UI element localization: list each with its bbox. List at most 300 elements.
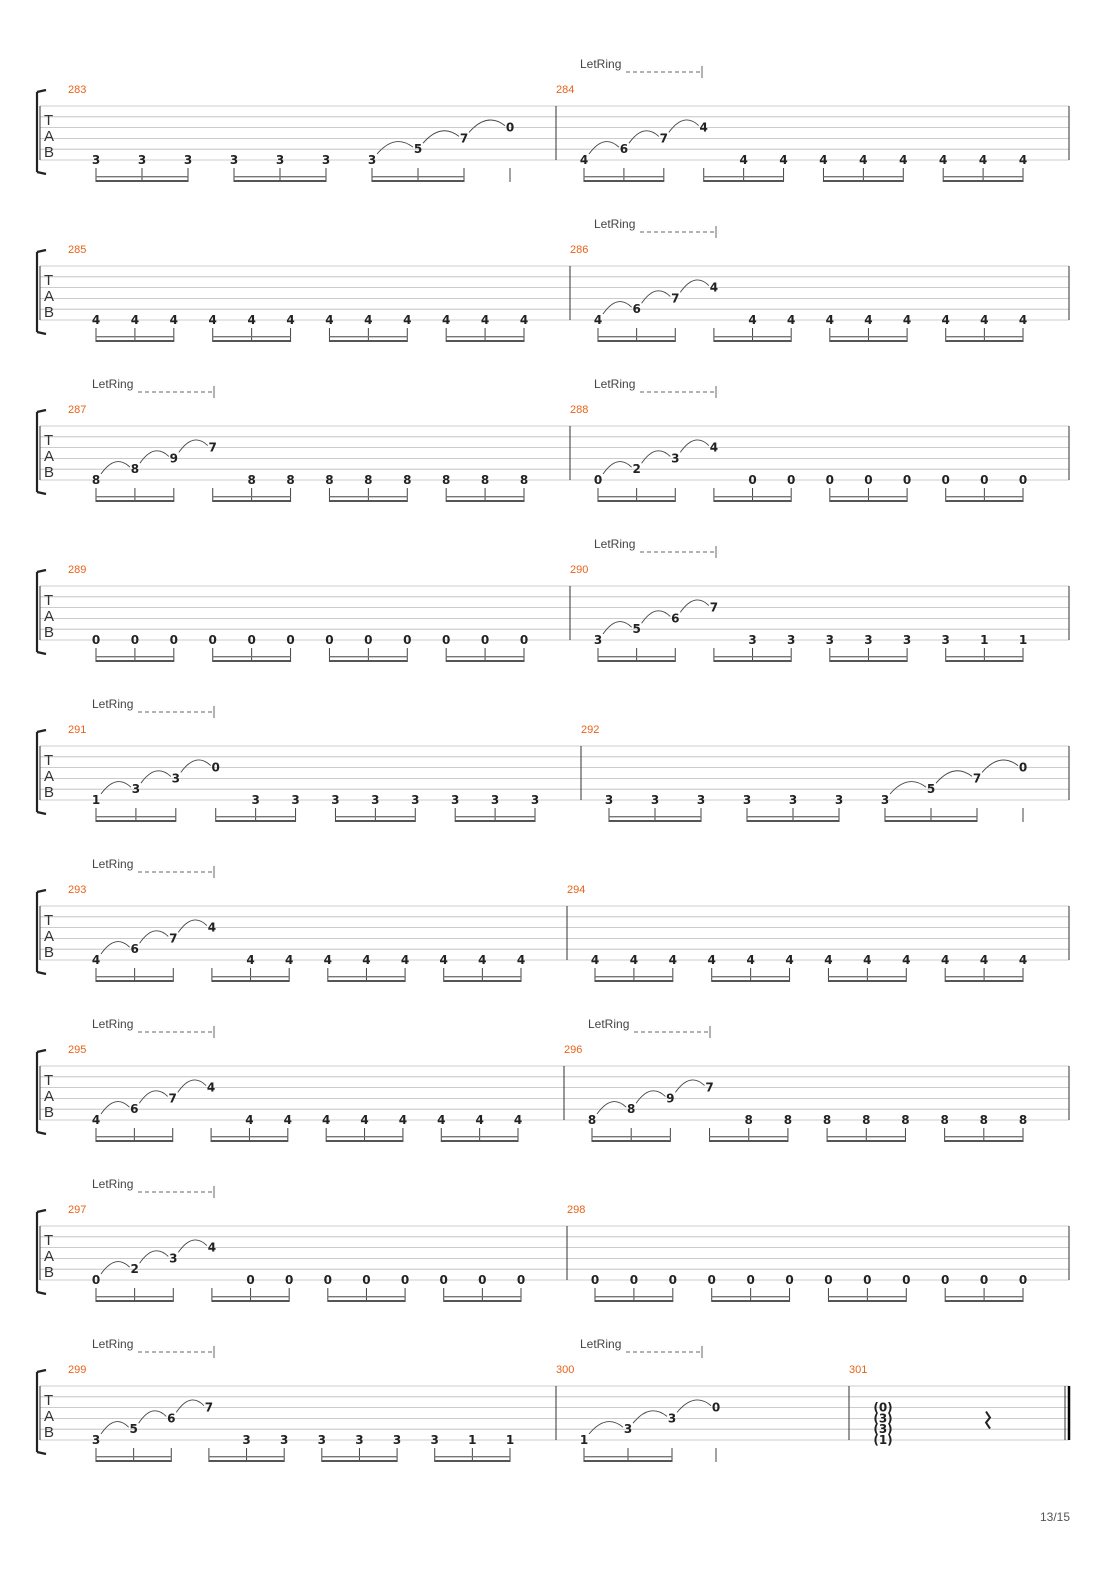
fret-number: 4 [91, 1113, 101, 1127]
fret-number: 0 [519, 633, 529, 647]
fret-number: 0 [323, 1273, 332, 1287]
fret-number: 4 [206, 1080, 216, 1095]
slur-arc [469, 120, 505, 132]
tab-clef-letter: T [44, 1232, 54, 1249]
fret-number: 8 [130, 462, 140, 477]
measure [849, 1364, 990, 1447]
fret-number: 4 [207, 920, 217, 935]
measure-number: 294 [567, 884, 586, 896]
beam [328, 1296, 405, 1297]
fret-number: 4 [360, 1113, 369, 1127]
fret-number: 9 [666, 1091, 675, 1106]
measure [68, 857, 525, 982]
beam [96, 980, 173, 982]
fret-number: 6 [167, 1411, 176, 1426]
fret-number: 0 [590, 1273, 600, 1287]
fret-number: 0 [130, 633, 140, 647]
fret-number: 0 [516, 1273, 526, 1287]
measure-number: 283 [68, 84, 87, 96]
measure-number: 292 [581, 724, 600, 736]
tab-clef-letter: A [44, 928, 55, 945]
slur-arc [178, 920, 207, 932]
fret-number: 5 [632, 622, 641, 637]
beam [946, 340, 1023, 342]
beam [444, 1300, 521, 1302]
fret-number: 1 [91, 793, 101, 807]
beam [335, 820, 415, 822]
fret-number: 4 [362, 953, 371, 967]
fret-number: 8 [480, 473, 490, 487]
fret-number: 4 [478, 953, 487, 967]
fret-number: 8 [403, 473, 412, 487]
measure-number: 289 [68, 564, 87, 576]
beam [328, 980, 405, 982]
fret-number: 4 [442, 313, 451, 327]
slur-arc [101, 1422, 129, 1434]
beam [96, 1456, 171, 1457]
fret-number: 8 [519, 473, 529, 487]
tab-clef-letter: A [44, 1088, 55, 1105]
tab-clef-letter: A [44, 768, 55, 785]
fret-number: 4 [819, 153, 828, 167]
fret-number: 0 [787, 473, 796, 487]
tab-system [37, 537, 1069, 662]
fret-number: 3 [355, 1433, 364, 1447]
fret-number: 3 [251, 793, 260, 807]
fret-number: 7 [709, 600, 719, 615]
fret-number: 4 [709, 280, 719, 295]
measure-number: 301 [849, 1364, 868, 1376]
fret-number: 3 [229, 153, 239, 167]
beam [444, 1296, 521, 1297]
fret-number: 4 [400, 953, 410, 967]
fret-number: 4 [779, 153, 788, 167]
beam [209, 1456, 284, 1457]
beam [714, 340, 791, 342]
measure [570, 537, 1027, 662]
beam [211, 1136, 288, 1137]
beam [435, 1460, 510, 1462]
fret-number: 0 [362, 1273, 371, 1287]
fret-number: 3 [169, 1251, 178, 1266]
beam [704, 176, 784, 177]
slur-arc [589, 142, 619, 154]
slur-arc [178, 1240, 207, 1252]
beam [714, 656, 791, 657]
fret-number: 0 [325, 633, 334, 647]
fret-number: 3 [91, 153, 101, 167]
fret-number: 8 [862, 1113, 871, 1127]
tab-system [37, 857, 1069, 982]
beam [96, 656, 174, 657]
fret-number: 0 [1018, 760, 1028, 775]
slur-arc [589, 1422, 623, 1434]
fret-number: 4 [899, 153, 908, 167]
beam [209, 1460, 284, 1462]
measure-number: 285 [68, 244, 87, 256]
tab-system [37, 57, 1069, 182]
measure [567, 884, 1027, 982]
fret-number: 0 [478, 1273, 487, 1287]
fret-number: 8 [1018, 1113, 1028, 1127]
beam [326, 1136, 403, 1137]
tab-system [37, 1017, 1069, 1142]
beam [945, 1296, 1023, 1297]
slur-arc [642, 611, 671, 623]
fret-number: 3 [317, 1433, 326, 1447]
fret-number: 3 [331, 793, 340, 807]
fret-number: 0 [91, 1273, 101, 1287]
fret-number: 1 [468, 1433, 477, 1447]
let-ring-label: LetRing [594, 537, 636, 551]
slur-arc [597, 1102, 626, 1114]
fret-number: 0 [169, 633, 178, 647]
measure-number: 288 [570, 404, 589, 416]
beam [96, 660, 174, 662]
beam [96, 500, 174, 502]
tab-clef-letter: A [44, 288, 55, 305]
fret-number: (1) [873, 1433, 893, 1447]
beam [828, 976, 906, 977]
fret-number: 4 [748, 313, 757, 327]
beam [212, 1300, 289, 1302]
measure [68, 1337, 514, 1462]
fret-number: 4 [579, 153, 589, 167]
fret-number: 3 [787, 633, 796, 647]
measure [556, 57, 1027, 182]
fret-number: 0 [400, 1273, 410, 1287]
fret-number: 0 [403, 633, 412, 647]
beam [943, 180, 1023, 182]
quarter-rest [986, 1412, 990, 1429]
beam [212, 1296, 289, 1297]
tab-clef-letter: A [44, 1248, 55, 1265]
fret-number: 6 [130, 1102, 139, 1117]
tab-clef-letter: B [44, 304, 55, 321]
fret-number: 4 [978, 153, 988, 167]
fret-number: 4 [247, 313, 256, 327]
measure-number: 293 [68, 884, 87, 896]
fret-number: 4 [699, 120, 708, 135]
fret-number: 6 [671, 611, 680, 626]
fret-number: 4 [130, 313, 140, 327]
measure-number: 296 [564, 1044, 583, 1056]
fret-number: 1 [505, 1433, 515, 1447]
beam [598, 660, 675, 662]
fret-number: 1 [579, 1433, 589, 1447]
beam [830, 500, 907, 502]
fret-number: 0 [247, 633, 256, 647]
beam [823, 176, 903, 177]
fret-number: 4 [91, 953, 101, 967]
slur-arc [101, 782, 131, 794]
fret-number: 4 [245, 1113, 254, 1127]
beam [714, 660, 791, 662]
fret-number: 8 [364, 473, 373, 487]
let-ring-label: LetRing [594, 217, 636, 231]
fret-number: 4 [322, 1113, 331, 1127]
fret-number: 0 [980, 473, 989, 487]
fret-number: 3 [242, 1433, 251, 1447]
beam [945, 1136, 1023, 1137]
beam [446, 336, 524, 337]
fret-number: 0 [902, 473, 912, 487]
fret-number: 0 [442, 633, 451, 647]
fret-number: 7 [459, 131, 469, 146]
beam [747, 820, 839, 822]
fret-number: 0 [91, 633, 101, 647]
slur-arc [936, 771, 972, 783]
fret-number: (0) [873, 1400, 893, 1415]
beam [714, 336, 791, 337]
fret-number: 2 [632, 462, 641, 477]
tab-clef-letter: A [44, 608, 55, 625]
beam [598, 336, 675, 337]
fret-number: 0 [668, 1273, 677, 1287]
beam [372, 176, 464, 177]
beam [584, 176, 664, 177]
fret-number: 4 [208, 313, 217, 327]
beam [828, 980, 906, 982]
beam [329, 496, 407, 497]
tab-system [37, 697, 1069, 822]
fret-number: 4 [825, 313, 834, 327]
tab-clef-letter: T [44, 112, 54, 129]
fret-number: 4 [709, 440, 719, 455]
beam [830, 656, 907, 657]
fret-number: 3 [367, 153, 377, 167]
fret-number: 4 [169, 313, 178, 327]
fret-number: 8 [286, 473, 295, 487]
beam [234, 176, 326, 177]
fret-number: 4 [475, 1113, 484, 1127]
fret-number: 0 [208, 633, 217, 647]
fret-number: 3 [371, 793, 380, 807]
beam [592, 1140, 670, 1142]
fret-number: 3 [291, 793, 300, 807]
measure-number: 284 [556, 84, 575, 96]
beam [328, 1300, 405, 1302]
beam [455, 816, 535, 817]
beam [455, 820, 535, 822]
measure [68, 244, 528, 342]
fret-number: 4 [939, 153, 948, 167]
fret-number: 4 [480, 313, 490, 327]
tab-clef-letter: B [44, 1104, 55, 1121]
fret-number: 7 [169, 931, 178, 946]
tab-system [37, 377, 1069, 502]
let-ring-label: LetRing [588, 1017, 630, 1031]
slur-arc [680, 440, 709, 452]
fret-number: 8 [822, 1113, 832, 1127]
tab-clef-letter: B [44, 1264, 55, 1281]
beam [446, 496, 524, 497]
fret-number: 3 [451, 793, 460, 807]
fret-number: 4 [516, 953, 526, 967]
tab-clef-letter: T [44, 592, 54, 609]
fret-number: 4 [864, 313, 873, 327]
fret-number: 1 [1018, 633, 1028, 647]
fret-number: 7 [659, 131, 668, 146]
beam [714, 500, 791, 502]
slur-arc [603, 622, 632, 634]
beam [329, 336, 407, 337]
fret-number: 4 [439, 953, 448, 967]
fret-number: 0 [746, 1273, 755, 1287]
slur-arc [423, 131, 459, 143]
slur-arc [141, 771, 171, 783]
fret-number: 3 [275, 153, 285, 167]
beam [96, 340, 174, 342]
fret-number: 0 [593, 473, 603, 487]
fret-number: 4 [519, 313, 529, 327]
fret-number: 5 [129, 1422, 138, 1437]
beam [584, 180, 664, 182]
fret-number: 3 [530, 793, 540, 807]
fret-number: 4 [246, 953, 255, 967]
fret-number: 3 [321, 153, 331, 167]
fret-number: 4 [513, 1113, 523, 1127]
slur-arc [603, 462, 632, 474]
let-ring-label: LetRing [92, 1017, 134, 1031]
fret-number: 1 [980, 633, 989, 647]
fret-number: 0 [785, 1273, 794, 1287]
fret-number: 3 [696, 793, 706, 807]
tab-clef-letter: B [44, 1424, 55, 1441]
beam [946, 656, 1023, 657]
fret-number: 4 [285, 953, 294, 967]
slur-arc [140, 931, 169, 943]
beam [827, 1136, 905, 1137]
fret-number: 3 [171, 771, 180, 786]
fret-number: 3 [667, 1411, 677, 1426]
tab-clef-letter: A [44, 128, 55, 145]
beam [329, 500, 407, 502]
tab-clef-letter: B [44, 784, 55, 801]
slur-arc [178, 1080, 206, 1092]
measure-number: 291 [68, 724, 87, 736]
fret-number: 4 [941, 313, 950, 327]
beam [96, 816, 176, 817]
beam [96, 176, 188, 177]
fret-number: 4 [283, 1113, 292, 1127]
fret-number: 0 [941, 1273, 950, 1287]
fret-number: 3 [91, 1433, 101, 1447]
beam [830, 336, 907, 337]
tab-clef-letter: T [44, 1072, 54, 1089]
fret-number: 3 [604, 793, 614, 807]
beam [213, 660, 291, 662]
beam [712, 1296, 790, 1297]
fret-number: 3 [623, 1422, 633, 1437]
beam [329, 656, 407, 657]
fret-number: 8 [587, 1113, 597, 1127]
let-ring-label: LetRing [92, 697, 134, 711]
slur-arc [669, 120, 699, 132]
fret-number: 7 [204, 1400, 214, 1415]
beam [96, 496, 174, 497]
slur-arc [982, 760, 1018, 772]
fret-number: 8 [979, 1113, 988, 1127]
beam [329, 340, 407, 342]
slur-arc [642, 291, 671, 303]
tab-system [37, 1177, 1069, 1302]
beam [598, 340, 675, 342]
fret-number: 3 [748, 633, 757, 647]
beam [945, 1140, 1023, 1142]
beam [446, 340, 524, 342]
fret-number: 3 [430, 1433, 439, 1447]
fret-number: 8 [325, 473, 334, 487]
beam [213, 496, 291, 497]
beam [946, 336, 1023, 337]
fret-number: 0 [864, 473, 873, 487]
measure-number: 298 [567, 1204, 586, 1216]
beam [234, 180, 326, 182]
beam [213, 656, 291, 657]
fret-number: 8 [783, 1113, 793, 1127]
fret-number: 5 [926, 782, 936, 797]
fret-number: 8 [940, 1113, 949, 1127]
fret-number: 4 [593, 313, 603, 327]
beam [213, 340, 291, 342]
slur-arc [675, 1080, 704, 1092]
fret-number: 3 [131, 782, 141, 797]
fret-number: 3 [490, 793, 500, 807]
fret-number: 3 [825, 633, 834, 647]
beam [96, 180, 188, 182]
fret-number: 7 [208, 440, 217, 455]
tab-clef-letter: B [44, 144, 55, 161]
slur-arc [677, 1400, 711, 1412]
fret-number: 4 [323, 953, 332, 967]
fret-number: 8 [744, 1113, 753, 1127]
beam [96, 820, 176, 822]
beam [435, 1456, 510, 1457]
slur-arc [633, 1411, 667, 1423]
fret-number: 3 [280, 1433, 289, 1447]
fret-number: 4 [286, 313, 295, 327]
measure [68, 377, 528, 502]
fret-number: 0 [246, 1273, 255, 1287]
slur-arc [680, 600, 709, 612]
slur-arc [140, 1251, 169, 1263]
tab-clef-letter: B [44, 944, 55, 961]
measure [68, 564, 528, 662]
let-ring-label: LetRing [92, 377, 134, 391]
beam [595, 1296, 673, 1297]
beam [595, 1300, 673, 1302]
fret-number: 0 [364, 633, 373, 647]
fret-number: 4 [398, 1113, 408, 1127]
fret-number: (3) [873, 1422, 893, 1437]
beam [96, 1296, 173, 1297]
slur-arc [101, 1262, 130, 1274]
beam [609, 820, 701, 822]
fret-number: 8 [901, 1113, 910, 1127]
beam [885, 816, 977, 817]
fret-number: 4 [746, 953, 755, 967]
fret-number: 4 [902, 953, 911, 967]
fret-number: 5 [413, 142, 423, 157]
beam [710, 1136, 788, 1137]
beam [885, 820, 977, 822]
fret-number: 3 [834, 793, 844, 807]
measure-number: 295 [68, 1044, 87, 1056]
fret-number: 4 [1018, 153, 1028, 167]
fret-number: 3 [392, 1433, 402, 1447]
fret-number: 8 [247, 473, 256, 487]
